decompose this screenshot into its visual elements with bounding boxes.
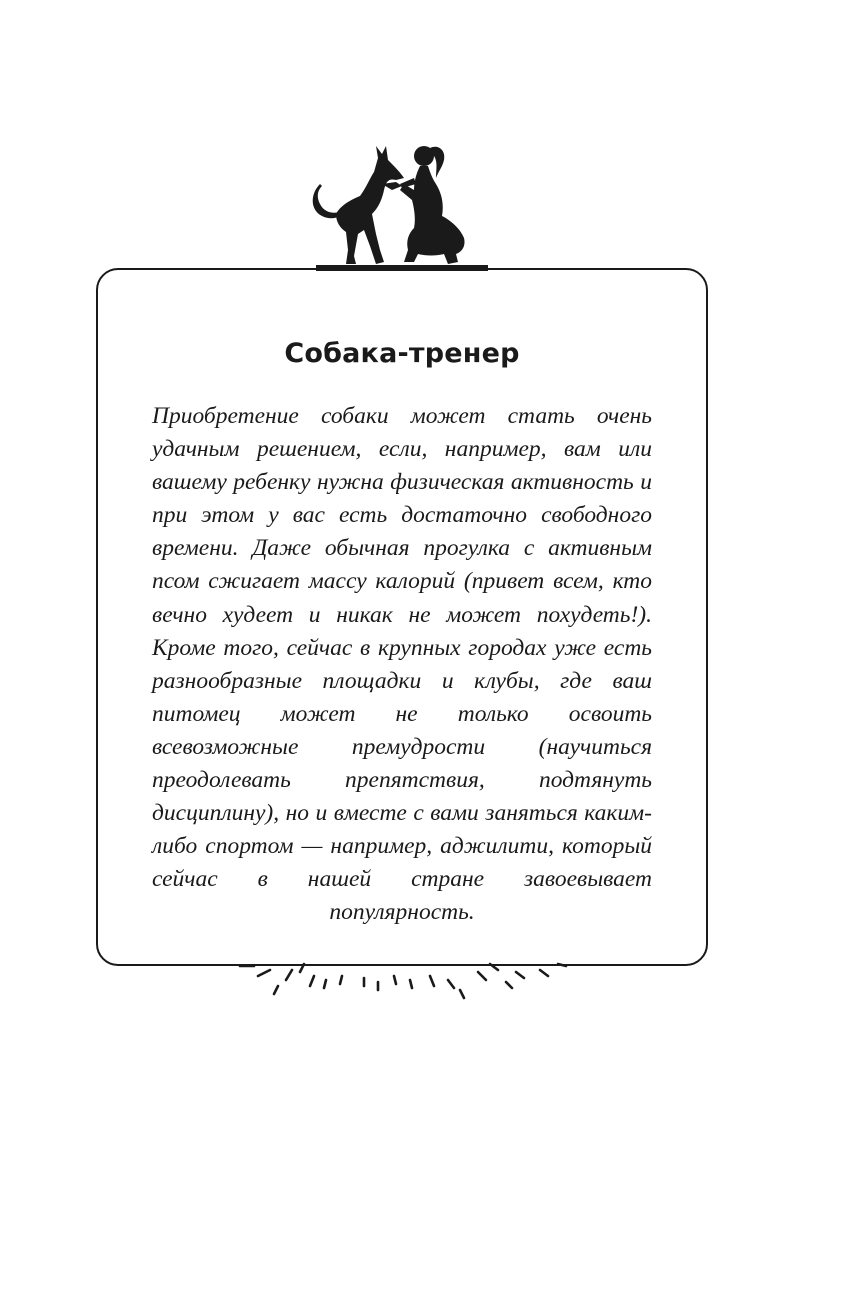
dog-and-girl-silhouette-icon xyxy=(296,138,496,274)
sparks-ornament-icon xyxy=(228,958,578,1006)
box-body-text: Приобретение собаки может стать очень удачным решением, если, например, вам или вашему ребенку нужна физическая активность и при этом у вас есть достаточно свободного времени. Даже обычная прогулка с активным псом сжигает массу калорий (привет всем, кто вечно худеет и никак не может похудеть!). Кроме того, сейчас в крупных городах уже есть разнообразные площадки и клубы, где ваш питомец может не только освоить всевозможные премудрости (научиться преодолевать препятствия, подтянуть дисциплину), но и вместе с вами заняться каким-либо спортом — например, аджилити, который сейчас в нашей стране завоевывает популярность. xyxy=(152,403,652,926)
sidebar-box xyxy=(96,268,708,966)
box-title: Собака-тренер xyxy=(284,338,520,369)
